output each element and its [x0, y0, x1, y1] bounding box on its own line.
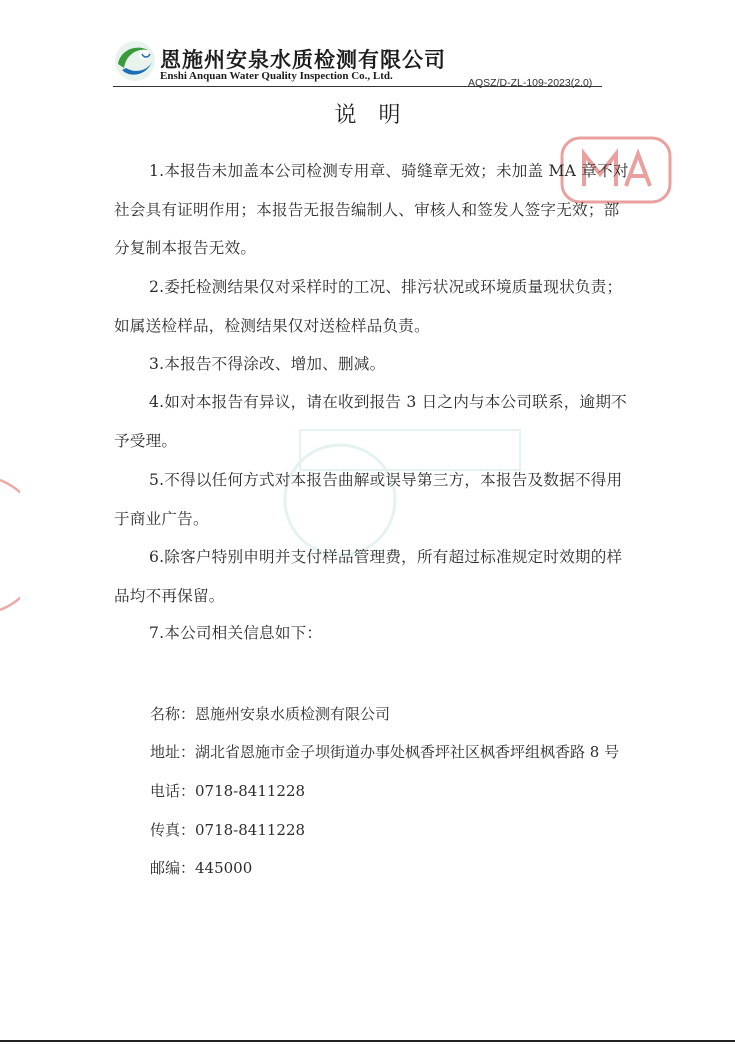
company-info-fax: 传真：0718-8411228 — [150, 821, 306, 839]
company-info-address: 地址：湖北省恩施市金子坝街道办事处枫香坪社区枫香坪组枫香路 8 号 — [150, 743, 620, 761]
clause-3: 3.本报告不得涂改、增加、删减。 — [149, 355, 386, 373]
clause-6: 6.除客户特别申明并支付样品管理费，所有超过标准规定时效期的样品均不再保留。 — [114, 548, 623, 605]
seam-stamp-icon — [0, 475, 20, 615]
clause-5: 5.不得以任何方式对本报告曲解或误导第三方，本报告及数据不得用于商业广告。 — [114, 471, 623, 528]
document-code: AQSZ/D-ZL-109-2023(2.0) — [468, 77, 593, 89]
clause-7: 7.本公司相关信息如下： — [149, 624, 323, 642]
page-bottom-edge — [0, 1040, 735, 1042]
company-info-phone: 电话：0718-8411228 — [150, 782, 306, 800]
page-title: 说明 — [334, 103, 423, 128]
clause-1: 1.本报告未加盖本公司检测专用章、骑缝章无效；未加盖 MA 章不对社会具有证明作用；本报告无报告编制人、审核人和签发人签字无效；部分复制本报告无效。 — [114, 162, 629, 257]
header-divider — [113, 86, 602, 87]
company-name-cn: 恩施州安泉水质检测有限公司 — [160, 47, 446, 72]
company-info-postcode: 邮编：445000 — [150, 859, 253, 877]
company-name-en: Enshi Anquan Water Quality Inspection Co., Ltd. — [160, 70, 393, 82]
clause-4: 4.如对本报告有异议，请在收到报告 3 日之内与本公司联系，逾期不予受理。 — [114, 393, 627, 450]
company-info-name: 名称：恩施州安泉水质检测有限公司 — [150, 705, 391, 723]
company-logo-icon — [114, 40, 156, 82]
clause-2: 2.委托检测结果仅对采样时的工况、排污状况或环境质量现状负责；如属送检样品，检测结果仅对送检样品负责。 — [114, 278, 623, 335]
